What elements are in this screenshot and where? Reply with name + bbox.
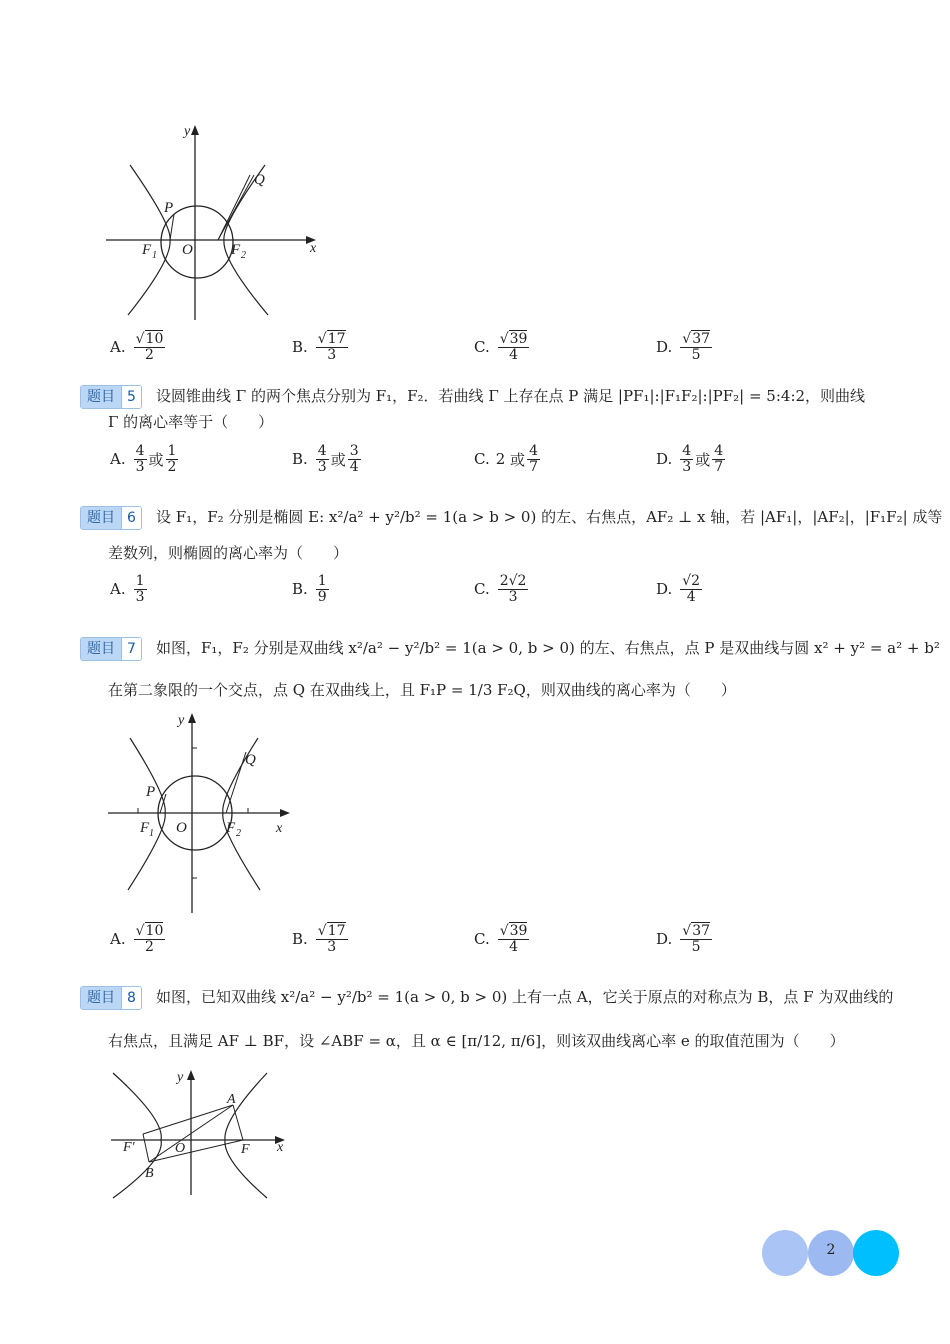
svg-text:1: 1 xyxy=(149,828,154,839)
q6-option-a[interactable]: A. $\frac{1}{3}$ xyxy=(110,573,145,605)
svg-text:F: F xyxy=(140,820,150,836)
svg-text:2: 2 xyxy=(241,250,246,261)
q7-text-line2: 在第二象限的一个交点，点 Q 在双曲线上，且 F₁P = 1/3 F₂Q，则双曲线的离心率为（ ） xyxy=(108,681,736,699)
svg-text:F′: F′ xyxy=(123,1140,135,1155)
page-deco-right xyxy=(853,1230,899,1276)
question-tag-6: 题目 6 xyxy=(80,506,142,530)
svg-text:2: 2 xyxy=(236,828,241,839)
svg-text:P: P xyxy=(146,784,156,800)
svg-text:y: y xyxy=(178,713,185,728)
svg-text:Q: Q xyxy=(245,752,256,768)
svg-text:F: F xyxy=(241,1142,250,1157)
label-f2: F xyxy=(231,242,241,258)
svg-text:B: B xyxy=(145,1166,154,1181)
option-b[interactable]: B. $\frac{√17}{3}$ xyxy=(292,331,346,363)
svg-text:A: A xyxy=(227,1092,236,1107)
q6-option-b[interactable]: B. $\frac{1}{9}$ xyxy=(292,573,327,605)
svg-text:x: x xyxy=(276,821,283,836)
svg-text:1: 1 xyxy=(152,250,157,261)
left-branch xyxy=(128,738,165,890)
q5-option-b[interactable]: B. $\frac{4}{3}$ 或 $\frac{3}{4}$ xyxy=(292,443,359,475)
label-y: y xyxy=(184,124,191,139)
q5-option-c[interactable]: C. 2 或 $\frac{4}{7}$ xyxy=(474,443,538,475)
circle xyxy=(161,206,233,278)
q5-option-d[interactable]: D. $\frac{4}{3}$ 或 $\frac{4}{7}$ xyxy=(656,443,724,475)
option-a[interactable]: A. $\frac{√10}{2}$ xyxy=(110,331,164,363)
label-f1: F xyxy=(142,242,152,258)
q5-text-line1: 设圆锥曲线 Γ 的两个焦点分别为 F₁，F₂．若曲线 Γ 上存在点 P 满足 |PF₁|:|F₁F₂|:|PF₂| = 5:4:2，则曲线 xyxy=(156,387,866,405)
question-tag-5: 题目 5 xyxy=(80,385,142,409)
figure-hyperbola-circle-1 xyxy=(100,120,330,325)
label-x: x xyxy=(310,241,317,256)
label-p: P xyxy=(164,200,174,216)
svg-text:O: O xyxy=(175,1141,186,1156)
svg-text:F: F xyxy=(226,820,236,836)
q7-option-c[interactable]: C. $\frac{√39}{4}$ xyxy=(474,923,528,955)
q7-text-line1: 如图，F₁，F₂ 分别是双曲线 x²/a² − y²/b² = 1(a > 0, b > 0) 的左、右焦点，点 P 是双曲线与圆 x² + y² = a² + b² xyxy=(156,639,940,657)
q8-text-line1: 如图，已知双曲线 x²/a² − y²/b² = 1(a > 0, b > 0) 上有一点 A，它关于原点的对称点为 B，点 F 为双曲线的 xyxy=(156,988,894,1006)
q6-text-line1: 设 F₁，F₂ 分别是椭圆 E: x²/a² + y²/b² = 1(a > b > 0) 的左、右焦点，AF₂ ⊥ x 轴，若 |AF₁|，|AF₂|，|F₁F₂| 成等 xyxy=(156,508,943,526)
page-number: 2 xyxy=(826,1242,836,1258)
question-tag-8: 题目 8 xyxy=(80,986,142,1010)
q6-text-line2: 差数列，则椭圆的离心率为（ ） xyxy=(108,544,349,562)
page-deco-left xyxy=(762,1230,808,1276)
q7-option-b[interactable]: B. $\frac{√17}{3}$ xyxy=(292,923,346,955)
q5-text-line2: Γ 的离心率等于（ ） xyxy=(108,413,274,431)
q7-option-d[interactable]: D. $\frac{√37}{5}$ xyxy=(656,923,711,955)
figure-hyperbola-circle-2 xyxy=(100,708,300,918)
figure-hyperbola-3 xyxy=(105,1065,305,1205)
q6-option-d[interactable]: D. $\frac{√2}{4}$ xyxy=(656,573,701,605)
q6-option-c[interactable]: C. $\frac{2√2}{3}$ xyxy=(474,573,527,605)
svg-text:y: y xyxy=(177,1070,184,1085)
q8-text-line2: 右焦点，且满足 AF ⊥ BF，设 ∠ABF = α，且 α ∈ [π/12, π/6]，则该双曲线离心率 e 的取值范围为（ ） xyxy=(108,1032,845,1050)
q7-option-a[interactable]: A. $\frac{√10}{2}$ xyxy=(110,923,164,955)
svg-text:O: O xyxy=(176,820,187,836)
label-o: O xyxy=(182,242,193,258)
question-tag-7: 题目 7 xyxy=(80,637,142,661)
option-d[interactable]: D. $\frac{√37}{5}$ xyxy=(656,331,711,363)
label-q: Q xyxy=(254,172,265,188)
svg-text:x: x xyxy=(277,1140,284,1155)
q5-option-a[interactable]: A. $\frac{4}{3}$ 或 $\frac{1}{2}$ xyxy=(110,443,177,475)
option-c[interactable]: C. $\frac{√39}{4}$ xyxy=(474,331,528,363)
